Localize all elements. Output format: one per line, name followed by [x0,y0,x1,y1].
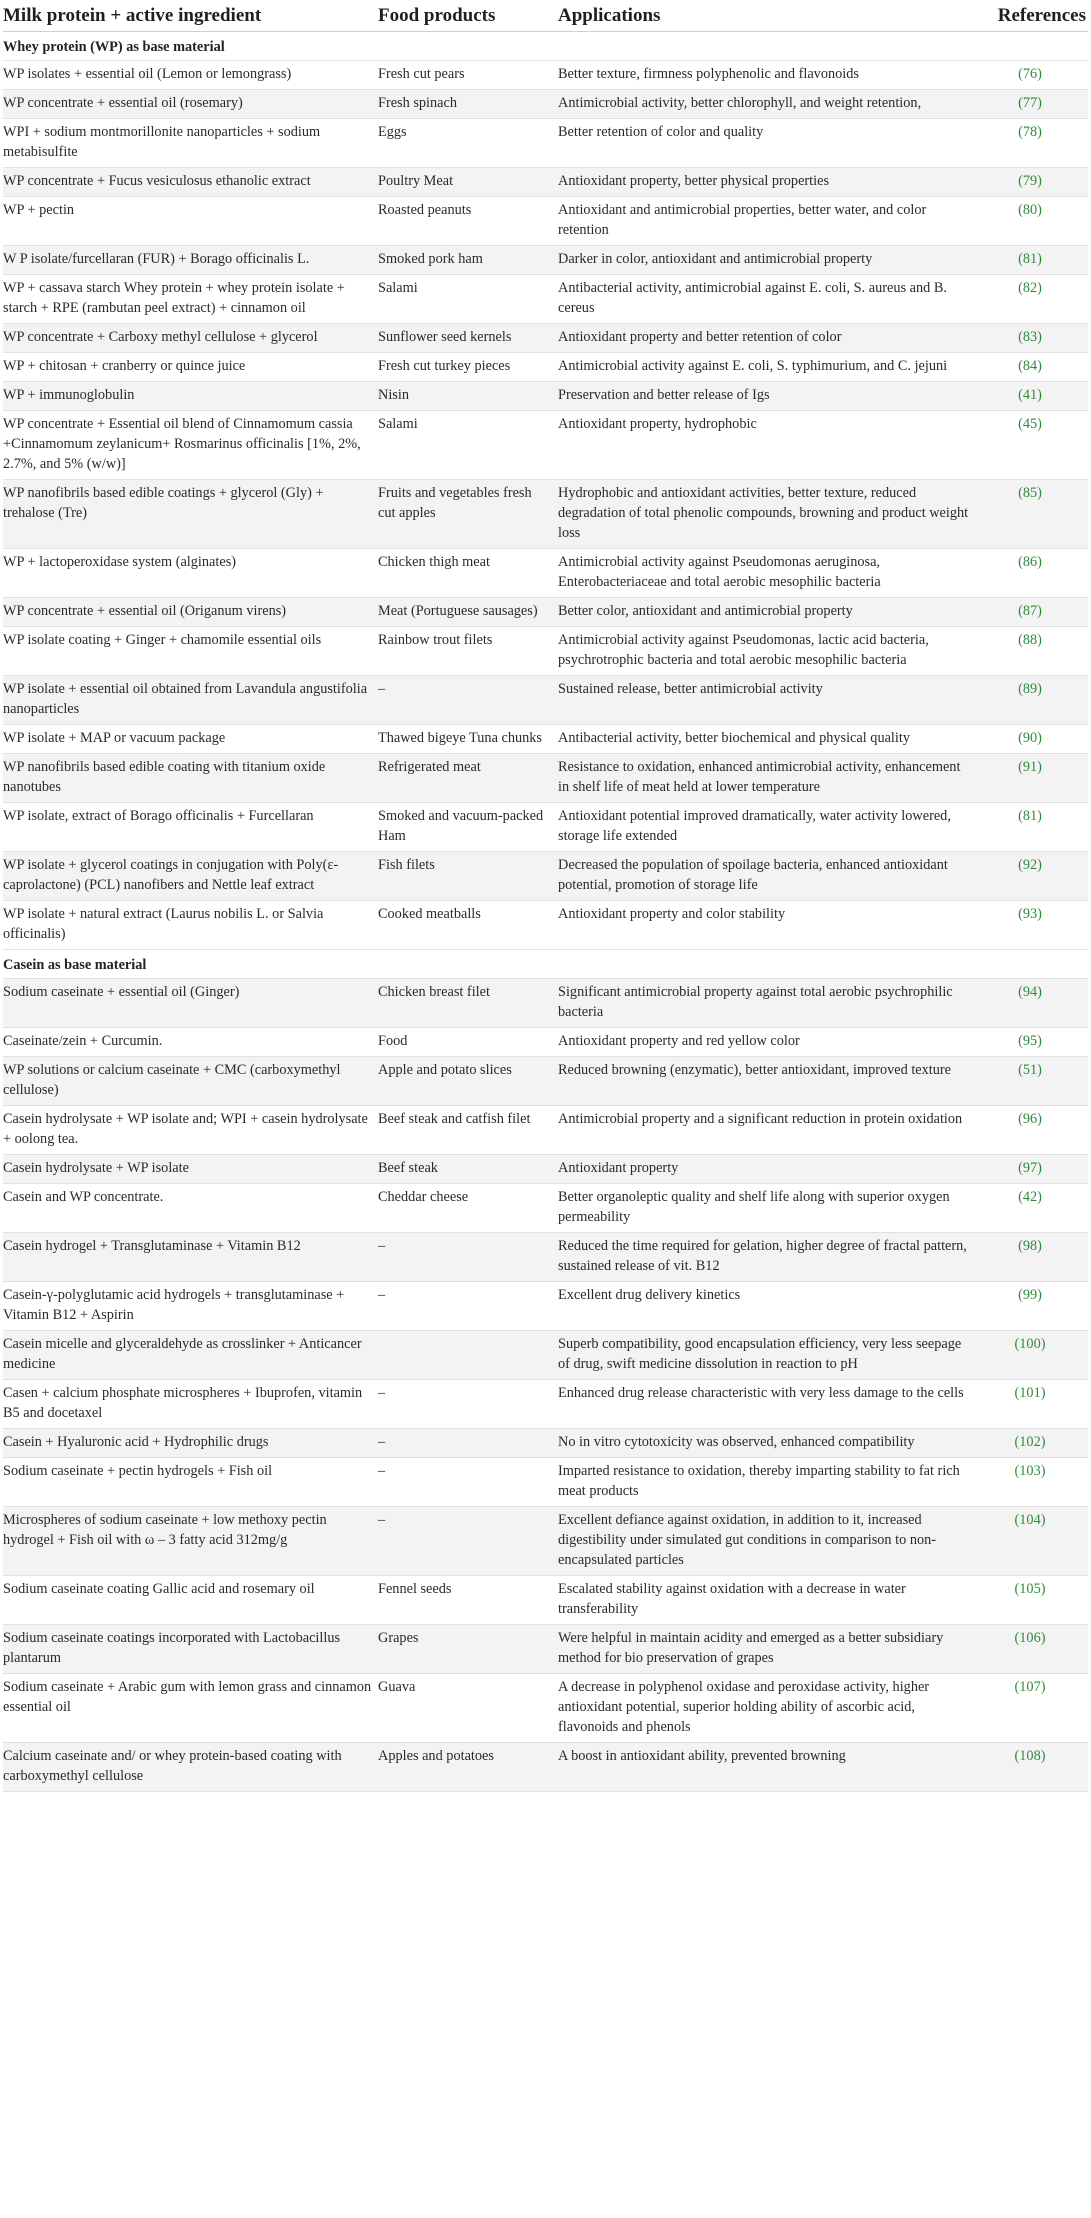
cell-food-product: Roasted peanuts [378,197,558,246]
cell-applications: Antioxidant property and better retention of color [558,324,978,353]
cell-food-product: Poultry Meat [378,168,558,197]
table-row [3,90,1088,119]
cell-applications: Enhanced drug release characteristic with very less damage to the cells [558,1380,978,1429]
cell-reference[interactable]: (42) [978,1184,1088,1233]
cell-food-product: Salami [378,275,558,324]
cell-applications: Imparted resistance to oxidation, thereby imparting stability to fat rich meat products [558,1458,978,1507]
cell-food-product: Fresh cut pears [378,61,558,90]
cell-applications: Superb compatibility, good encapsulation efficiency, very less seepage of drug, swift medicine dissolution in reaction to pH [558,1331,978,1380]
cell-reference[interactable]: (78) [978,119,1088,168]
cell-food-product: Thawed bigeye Tuna chunks [378,725,558,754]
cell-ingredient: WP nanofibrils based edible coatings + glycerol (Gly) + trehalose (Tre) [3,480,378,549]
table-row [3,1507,1088,1576]
cell-reference[interactable]: (104) [978,1507,1088,1576]
cell-applications: A boost in antioxidant ability, prevented browning [558,1743,978,1792]
cell-food-product: Fresh cut turkey pieces [378,353,558,382]
cell-food-product: Fish filets [378,852,558,901]
table-row [3,754,1088,803]
cell-reference[interactable]: (94) [978,979,1088,1028]
cell-reference[interactable]: (101) [978,1380,1088,1429]
table-row [3,852,1088,901]
cell-ingredient: Sodium caseinate + pectin hydrogels + Fish oil [3,1458,378,1507]
table-row [3,1674,1088,1743]
cell-applications: Antimicrobial activity against Pseudomonas, lactic acid bacteria, psychrotrophic bacteria and total aerobic mesophilic bacteria [558,627,978,676]
cell-applications: No in vitro cytotoxicity was observed, enhanced compatibility [558,1429,978,1458]
cell-applications: Significant antimicrobial property against total aerobic psychrophilic bacteria [558,979,978,1028]
cell-ingredient: Caseinate/zein + Curcumin. [3,1028,378,1057]
cell-ingredient: WP + cassava starch Whey protein + whey protein isolate + starch + RPE (rambutan peel extract) + cinnamon oil [3,275,378,324]
table-row [3,1458,1088,1507]
cell-applications: Antimicrobial activity against E. coli, S. typhimurium, and C. jejuni [558,353,978,382]
cell-applications: Antioxidant and antimicrobial properties, better water, and color retention [558,197,978,246]
cell-reference[interactable]: (108) [978,1743,1088,1792]
cell-food-product: Meat (Portuguese sausages) [378,598,558,627]
header-applications: Applications [558,0,978,32]
cell-applications: Antioxidant property [558,1155,978,1184]
table-row [3,119,1088,168]
cell-applications: Antioxidant property and red yellow color [558,1028,978,1057]
cell-food-product: Smoked pork ham [378,246,558,275]
table-row [3,1380,1088,1429]
cell-food-product: Apple and potato slices [378,1057,558,1106]
cell-reference[interactable]: (100) [978,1331,1088,1380]
cell-reference[interactable]: (86) [978,549,1088,598]
cell-ingredient: Calcium caseinate and/ or whey protein-based coating with carboxymethyl cellulose [3,1743,378,1792]
cell-food-product [378,1331,558,1380]
table-row [3,1106,1088,1155]
cell-food-product: Eggs [378,119,558,168]
header-food-products: Food products [378,0,558,32]
cell-ingredient: Microspheres of sodium caseinate + low methoxy pectin hydrogel + Fish oil with ω – 3 fatty acid 312mg/g [3,1507,378,1576]
table-row [3,411,1088,480]
cell-ingredient: Sodium caseinate coatings incorporated with Lactobacillus plantarum [3,1625,378,1674]
cell-ingredient: WPI + sodium montmorillonite nanoparticles + sodium metabisulfite [3,119,378,168]
cell-ingredient: Sodium caseinate + Arabic gum with lemon grass and cinnamon essential oil [3,1674,378,1743]
table-row [3,324,1088,353]
table-row [3,480,1088,549]
cell-ingredient: WP concentrate + Fucus vesiculosus ethanolic extract [3,168,378,197]
cell-ingredient: WP + immunoglobulin [3,382,378,411]
cell-ingredient: W P isolate/furcellaran (FUR) + Borago officinalis L. [3,246,378,275]
cell-reference[interactable]: (79) [978,168,1088,197]
cell-ingredient: Casein + Hyaluronic acid + Hydrophilic drugs [3,1429,378,1458]
cell-ingredient: Casen + calcium phosphate microspheres + Ibuprofen, vitamin B5 and docetaxel [3,1380,378,1429]
cell-reference[interactable]: (45) [978,411,1088,480]
cell-ingredient: WP + lactoperoxidase system (alginates) [3,549,378,598]
table-row [3,1028,1088,1057]
cell-ingredient: WP concentrate + essential oil (rosemary) [3,90,378,119]
cell-applications: Better retention of color and quality [558,119,978,168]
cell-applications: Excellent defiance against oxidation, in addition to it, increased digestibility under simulated gut conditions in comparison to non-encapsulated particles [558,1507,978,1576]
cell-reference[interactable]: (77) [978,90,1088,119]
cell-ingredient: Casein hydrolysate + WP isolate [3,1155,378,1184]
cell-ingredient: Casein hydrogel + Transglutaminase + Vitamin B12 [3,1233,378,1282]
table-row [3,275,1088,324]
cell-reference[interactable]: (106) [978,1625,1088,1674]
cell-reference[interactable]: (91) [978,754,1088,803]
cell-applications: Preservation and better release of Igs [558,382,978,411]
cell-applications: Antibacterial activity, antimicrobial against E. coli, S. aureus and B. cereus [558,275,978,324]
cell-applications: Were helpful in maintain acidity and emerged as a better subsidiary method for bio preservation of grapes [558,1625,978,1674]
cell-applications: Antimicrobial property and a significant reduction in protein oxidation [558,1106,978,1155]
cell-food-product: Salami [378,411,558,480]
table-row [3,1184,1088,1233]
header-ingredient: Milk protein + active ingredient [3,0,378,32]
cell-ingredient: WP isolate coating + Ginger + chamomile essential oils [3,627,378,676]
cell-applications: Reduced browning (enzymatic), better antioxidant, improved texture [558,1057,978,1106]
cell-food-product: Apples and potatoes [378,1743,558,1792]
cell-applications: Excellent drug delivery kinetics [558,1282,978,1331]
cell-food-product: Fennel seeds [378,1576,558,1625]
cell-reference[interactable]: (96) [978,1106,1088,1155]
cell-food-product: Fruits and vegetables fresh cut apples [378,480,558,549]
table-row [3,1625,1088,1674]
cell-applications: Antioxidant potential improved dramatically, water activity lowered, storage life extended [558,803,978,852]
cell-reference[interactable]: (90) [978,725,1088,754]
cell-applications: A decrease in polyphenol oxidase and peroxidase activity, higher antioxidant potential, superior holding ability of ascorbic acid, flavonoids and phenols [558,1674,978,1743]
table-row [3,353,1088,382]
cell-reference[interactable]: (89) [978,676,1088,725]
table-row [3,1743,1088,1792]
table-row [3,1155,1088,1184]
cell-reference[interactable]: (51) [978,1057,1088,1106]
cell-ingredient: Casein and WP concentrate. [3,1184,378,1233]
table-row [3,979,1088,1028]
cell-food-product: Sunflower seed kernels [378,324,558,353]
cell-reference[interactable]: (81) [978,803,1088,852]
cell-food-product: Chicken breast filet [378,979,558,1028]
cell-food-product: Rainbow trout filets [378,627,558,676]
header-row [3,0,1088,32]
cell-reference[interactable]: (88) [978,627,1088,676]
cell-reference[interactable]: (80) [978,197,1088,246]
cell-food-product: Refrigerated meat [378,754,558,803]
section-header-row [3,950,1088,979]
cell-applications: Better color, antioxidant and antimicrobial property [558,598,978,627]
table-row [3,1576,1088,1625]
cell-ingredient: Casein hydrolysate + WP isolate and; WPI + casein hydrolysate + oolong tea. [3,1106,378,1155]
cell-applications: Better texture, firmness polyphenolic and flavonoids [558,61,978,90]
cell-applications: Escalated stability against oxidation with a decrease in water transferability [558,1576,978,1625]
cell-food-product: Cheddar cheese [378,1184,558,1233]
cell-reference[interactable]: (103) [978,1458,1088,1507]
cell-reference[interactable]: (83) [978,324,1088,353]
header-references: References [978,0,1088,32]
cell-food-product: Chicken thigh meat [378,549,558,598]
section-title: Whey protein (WP) as base material [3,32,1088,61]
table-row [3,1057,1088,1106]
cell-ingredient: Sodium caseinate coating Gallic acid and rosemary oil [3,1576,378,1625]
cell-food-product: – [378,1429,558,1458]
cell-reference[interactable]: (82) [978,275,1088,324]
table-row [3,901,1088,950]
cell-food-product: Smoked and vacuum-packed Ham [378,803,558,852]
cell-food-product: Guava [378,1674,558,1743]
cell-reference[interactable]: (97) [978,1155,1088,1184]
cell-reference[interactable]: (85) [978,480,1088,549]
cell-ingredient: WP concentrate + Essential oil blend of Cinnamomum cassia +Cinnamomum zeylanicum+ Rosmarinus officinalis [1%, 2%, 2.7%, and 5% (w/w)] [3,411,378,480]
cell-ingredient: WP isolate + glycerol coatings in conjugation with Poly(ε-caprolactone) (PCL) nanofibers and Nettle leaf extract [3,852,378,901]
cell-ingredient: Casein micelle and glyceraldehyde as crosslinker + Anticancer medicine [3,1331,378,1380]
section-header-row [3,32,1088,61]
table-row [3,676,1088,725]
table-row [3,725,1088,754]
cell-applications: Darker in color, antioxidant and antimicrobial property [558,246,978,275]
cell-food-product: – [378,676,558,725]
cell-ingredient: WP isolate + essential oil obtained from Lavandula angustifolia nanoparticles [3,676,378,725]
cell-reference[interactable]: (84) [978,353,1088,382]
cell-food-product: Nisin [378,382,558,411]
cell-reference[interactable]: (76) [978,61,1088,90]
cell-applications: Antibacterial activity, better biochemical and physical quality [558,725,978,754]
cell-food-product: – [378,1507,558,1576]
cell-reference[interactable]: (92) [978,852,1088,901]
cell-food-product: – [378,1282,558,1331]
cell-reference[interactable]: (102) [978,1429,1088,1458]
cell-food-product: – [378,1380,558,1429]
table-row [3,61,1088,90]
cell-applications: Better organoleptic quality and shelf life along with superior oxygen permeability [558,1184,978,1233]
table-body [3,32,1088,1792]
cell-reference[interactable]: (99) [978,1282,1088,1331]
cell-applications: Antimicrobial activity against Pseudomonas aeruginosa, Enterobacteriaceae and total aerobic mesophilic bacteria [558,549,978,598]
cell-food-product: Fresh spinach [378,90,558,119]
cell-ingredient: WP isolate, extract of Borago officinalis + Furcellaran [3,803,378,852]
table-row [3,1429,1088,1458]
table-row [3,382,1088,411]
cell-ingredient: WP concentrate + Carboxy methyl cellulose + glycerol [3,324,378,353]
cell-applications: Sustained release, better antimicrobial activity [558,676,978,725]
cell-applications: Antioxidant property, hydrophobic [558,411,978,480]
cell-reference[interactable]: (107) [978,1674,1088,1743]
table-row [3,246,1088,275]
cell-food-product: Food [378,1028,558,1057]
table-row [3,598,1088,627]
cell-ingredient: Casein-γ-polyglutamic acid hydrogels + transglutaminase + Vitamin B12 + Aspirin [3,1282,378,1331]
cell-ingredient: WP isolate + MAP or vacuum package [3,725,378,754]
table-row [3,1233,1088,1282]
section-title: Casein as base material [3,950,1088,979]
table-row [3,168,1088,197]
table-row [3,1331,1088,1380]
cell-reference[interactable]: (95) [978,1028,1088,1057]
cell-applications: Antioxidant property, better physical properties [558,168,978,197]
cell-reference[interactable]: (81) [978,246,1088,275]
cell-applications: Reduced the time required for gelation, higher degree of fractal pattern, sustained release of vit. B12 [558,1233,978,1282]
cell-reference[interactable]: (105) [978,1576,1088,1625]
table-row [3,197,1088,246]
cell-food-product: Cooked meatballs [378,901,558,950]
cell-reference[interactable]: (87) [978,598,1088,627]
cell-food-product: Beef steak and catfish filet [378,1106,558,1155]
cell-applications: Decreased the population of spoilage bacteria, enhanced antioxidant potential, promotion of storage life [558,852,978,901]
table-row [3,627,1088,676]
table-row [3,549,1088,598]
cell-food-product: Beef steak [378,1155,558,1184]
cell-ingredient: WP + chitosan + cranberry or quince juice [3,353,378,382]
cell-reference[interactable]: (41) [978,382,1088,411]
cell-ingredient: WP nanofibrils based edible coating with titanium oxide nanotubes [3,754,378,803]
cell-ingredient: WP concentrate + essential oil (Origanum virens) [3,598,378,627]
cell-ingredient: Sodium caseinate + essential oil (Ginger) [3,979,378,1028]
cell-ingredient: WP isolate + natural extract (Laurus nobilis L. or Salvia officinalis) [3,901,378,950]
cell-ingredient: WP solutions or calcium caseinate + CMC (carboxymethyl cellulose) [3,1057,378,1106]
cell-applications: Hydrophobic and antioxidant activities, better texture, reduced degradation of total phenolic compounds, browning and product weight loss [558,480,978,549]
cell-applications: Resistance to oxidation, enhanced antimicrobial activity, enhancement in shelf life of meat held at lower temperature [558,754,978,803]
cell-applications: Antioxidant property and color stability [558,901,978,950]
table-row [3,803,1088,852]
table-row [3,1282,1088,1331]
cell-food-product: Grapes [378,1625,558,1674]
cell-food-product: – [378,1233,558,1282]
cell-reference[interactable]: (98) [978,1233,1088,1282]
cell-applications: Antimicrobial activity, better chlorophyll, and weight retention, [558,90,978,119]
cell-ingredient: WP + pectin [3,197,378,246]
milk-protein-table [3,0,1088,1792]
cell-ingredient: WP isolates + essential oil (Lemon or lemongrass) [3,61,378,90]
table-header [3,0,1088,32]
cell-reference[interactable]: (93) [978,901,1088,950]
cell-food-product: – [378,1458,558,1507]
